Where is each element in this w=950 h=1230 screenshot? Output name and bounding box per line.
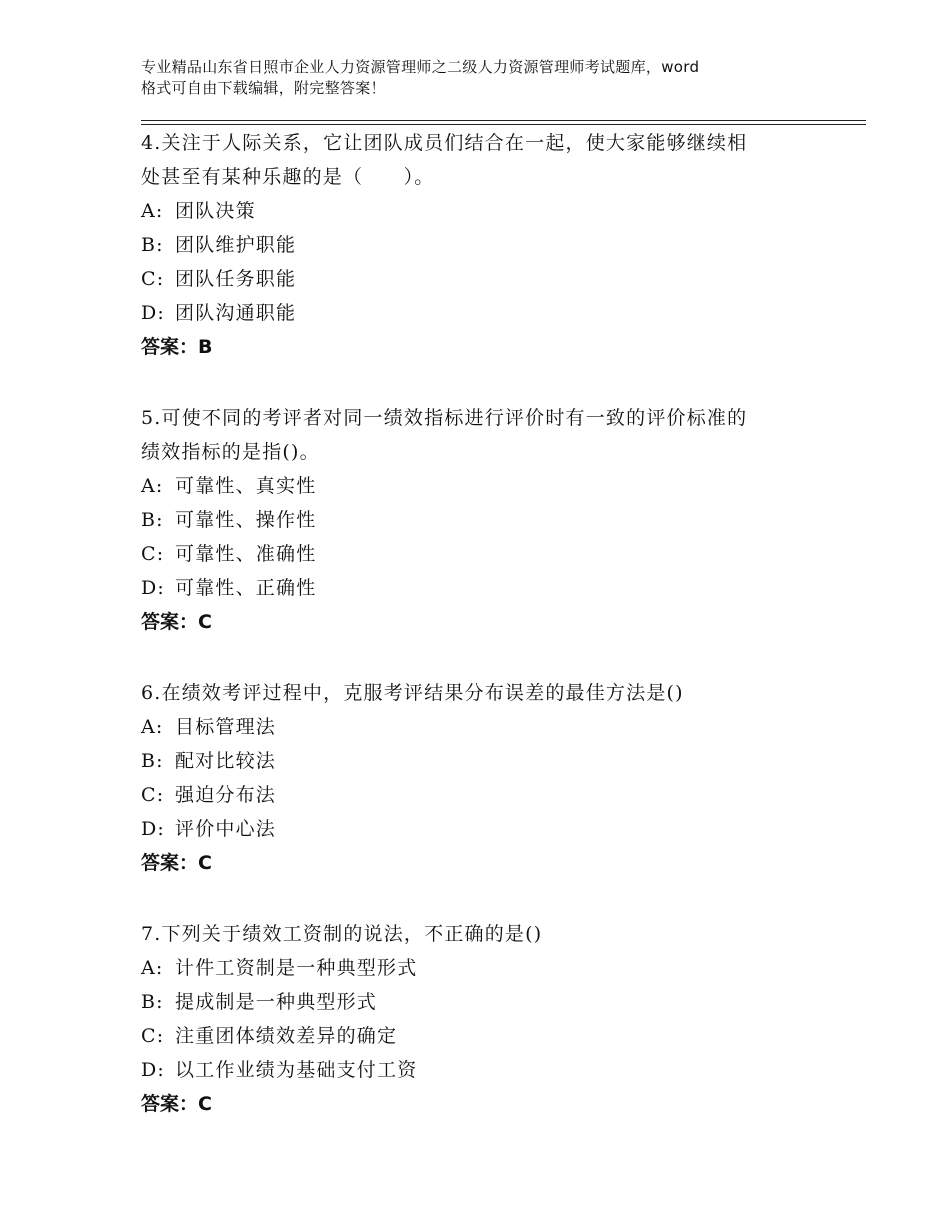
document-header <box>141 57 841 99</box>
option-d <box>141 812 851 846</box>
option-b <box>141 744 851 778</box>
option-letter: A: <box>141 957 164 979</box>
header-divider <box>141 120 866 125</box>
option-text: 强迫分布法 <box>175 784 277 806</box>
question-text-line: 7.下列关于绩效工资制的说法，不正确的是() <box>141 923 543 945</box>
option-text: 团队维护职能 <box>175 234 297 256</box>
option-letter: B: <box>141 509 164 531</box>
option-letter: D: <box>141 302 166 324</box>
option-letter: A: <box>141 200 164 222</box>
header-line-2: 格式可自由下载编辑，附完整答案！ <box>141 79 386 97</box>
option-letter: C: <box>141 543 165 565</box>
question-text-line: 4.关注于人际关系，它让团队成员们结合在一起，使大家能够继续相 <box>141 132 748 154</box>
option-text: 注重团体绩效差异的确定 <box>175 1025 398 1047</box>
question-4 <box>141 126 851 364</box>
answer-label: 答案：C <box>141 852 212 874</box>
option-text: 可靠性、操作性 <box>175 509 317 531</box>
option-b <box>141 228 851 262</box>
answer-label: 答案：B <box>141 336 213 358</box>
option-text: 团队决策 <box>175 200 256 222</box>
option-text: 可靠性、真实性 <box>175 475 317 497</box>
option-text: 可靠性、准确性 <box>175 543 317 565</box>
header-line-1: 专业精品山东省日照市企业人力资源管理师之二级人力资源管理师考试题库，word <box>141 58 700 76</box>
answer-label: 答案：C <box>141 611 212 633</box>
option-letter: C: <box>141 268 165 290</box>
option-letter: C: <box>141 784 165 806</box>
option-b <box>141 985 851 1019</box>
option-a <box>141 951 851 985</box>
option-c <box>141 537 851 571</box>
option-a <box>141 469 851 503</box>
question-text-line: 处甚至有某种乐趣的是（ ）。 <box>141 166 435 188</box>
question-list <box>141 126 851 1158</box>
option-text: 配对比较法 <box>175 750 277 772</box>
option-letter: B: <box>141 234 164 256</box>
option-text: 团队任务职能 <box>175 268 297 290</box>
option-c <box>141 778 851 812</box>
option-text: 提成制是一种典型形式 <box>175 991 378 1013</box>
answer-label: 答案：C <box>141 1093 212 1115</box>
option-letter: D: <box>141 818 166 840</box>
option-d <box>141 571 851 605</box>
option-d <box>141 296 851 330</box>
option-letter: B: <box>141 991 164 1013</box>
option-text: 以工作业绩为基础支付工资 <box>175 1059 418 1081</box>
option-text: 目标管理法 <box>175 716 277 738</box>
option-c <box>141 262 851 296</box>
option-letter: D: <box>141 1059 166 1081</box>
option-d <box>141 1053 851 1087</box>
question-5 <box>141 401 851 639</box>
option-letter: B: <box>141 750 164 772</box>
question-text-line: 5.可使不同的考评者对同一绩效指标进行评价时有一致的评价标准的 <box>141 407 748 429</box>
option-text: 评价中心法 <box>175 818 277 840</box>
option-text: 可靠性、正确性 <box>175 577 317 599</box>
option-letter: C: <box>141 1025 165 1047</box>
option-b <box>141 503 851 537</box>
question-text-line: 绩效指标的是指()。 <box>141 441 320 463</box>
option-a <box>141 194 851 228</box>
question-7 <box>141 917 851 1121</box>
option-text: 团队沟通职能 <box>175 302 297 324</box>
option-c <box>141 1019 851 1053</box>
option-letter: A: <box>141 475 164 497</box>
option-letter: A: <box>141 716 164 738</box>
question-6 <box>141 676 851 880</box>
question-text-line: 6.在绩效考评过程中，克服考评结果分布误差的最佳方法是() <box>141 682 684 704</box>
option-a <box>141 710 851 744</box>
option-text: 计件工资制是一种典型形式 <box>175 957 418 979</box>
option-letter: D: <box>141 577 166 599</box>
